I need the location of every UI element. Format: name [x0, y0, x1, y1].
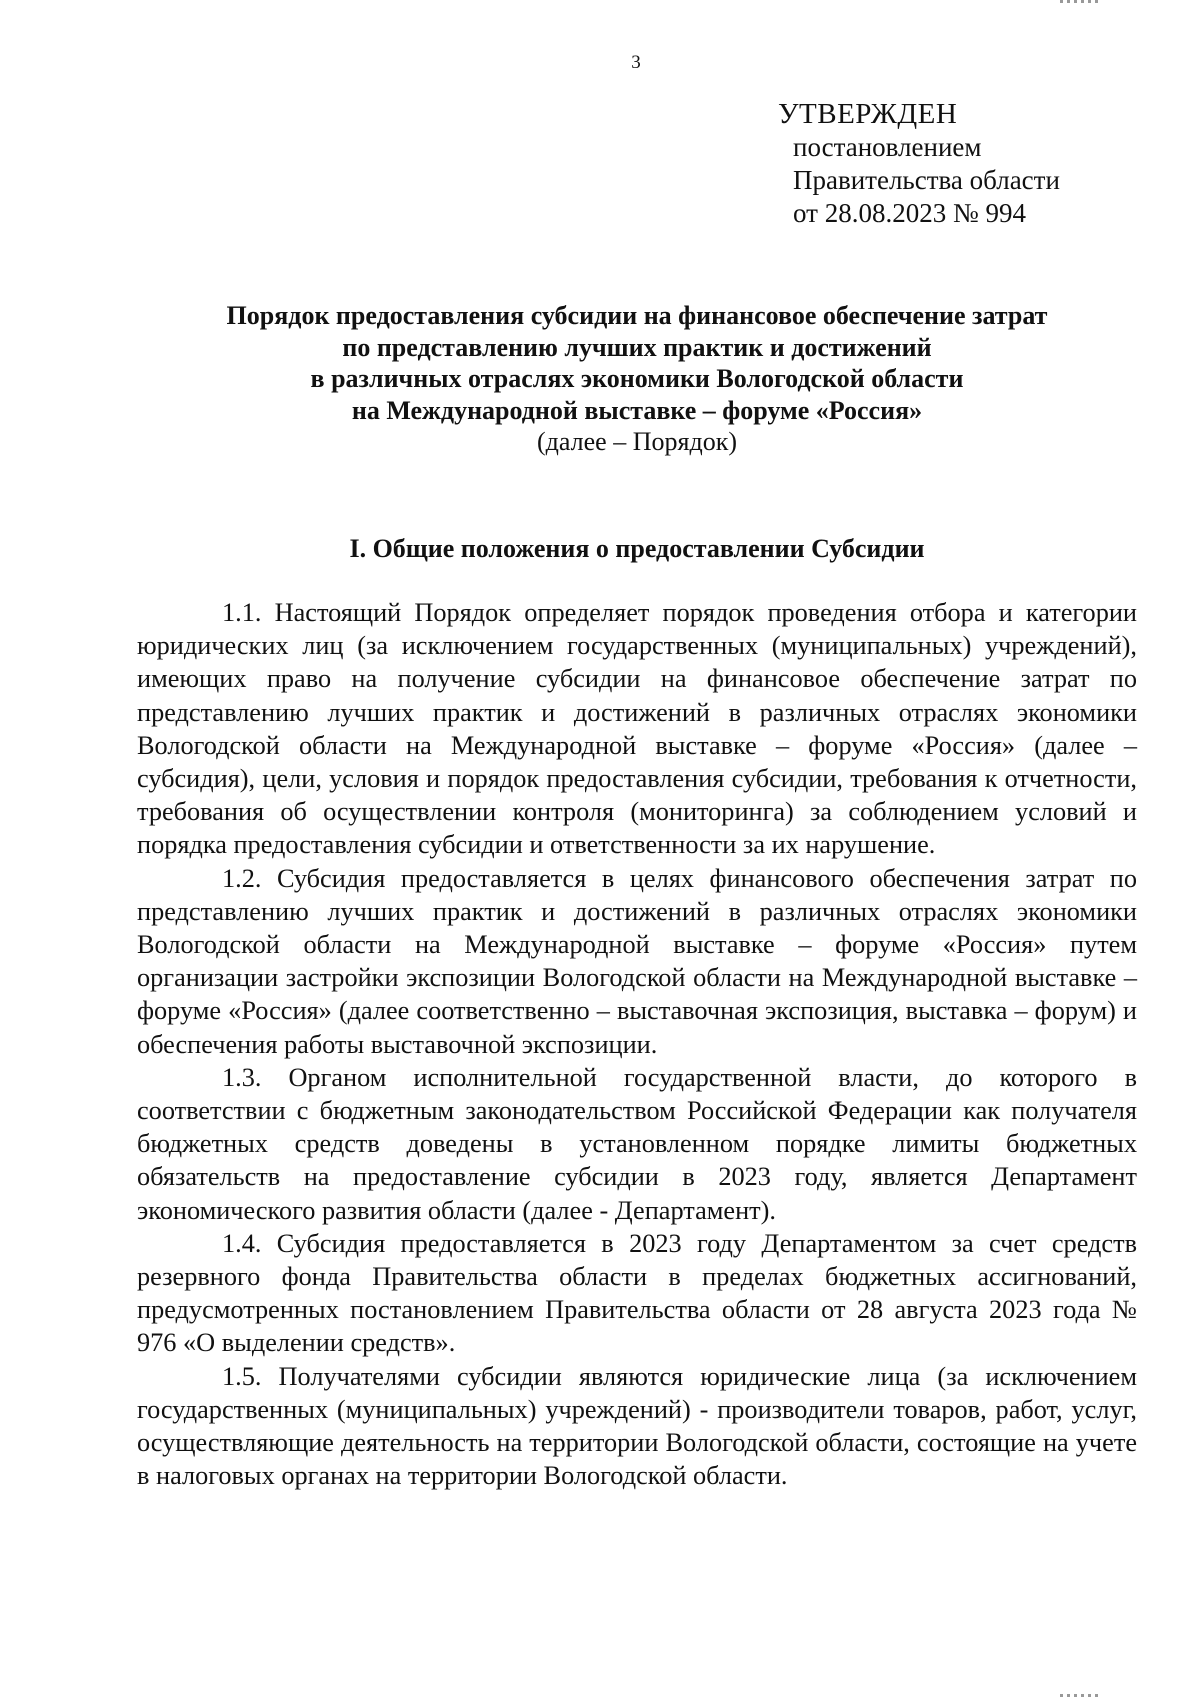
- paragraph-1-1: 1.1. Настоящий Порядок определяет порядок проведения отбора и категории юридических лиц (за исключением государственных (муниципальных) учреждений), имеющих право на получение субсидии на финансовое обеспечение затрат по представлению лучших практик и достижений в различных отраслях экономики Вологодской области на Международной выставке – форуме «Россия» (далее – субсидия), цели, условия и порядок предоставления субсидии, требования к отчетности, требования об осуществлении контроля (мониторинга) за соблюдением условий и порядка предоставления субсидии и ответственности за их нарушение.: [137, 598, 1137, 860]
- paragraph-1-2: 1.2. Субсидия предоставляется в целях финансового обеспечения затрат по представлению лучших практик и достижений в различных отраслях экономики Вологодской области на Международной выставке – форуме «Россия» путем организации застройки экспозиции Вологодской области на Международной выставке – форуме «Россия» (далее соответственно – выставочная экспозиция, выставка – форум) и обеспечения работы выставочной экспозиции.: [137, 863, 1137, 1059]
- approval-line: постановлением: [793, 132, 982, 162]
- approval-stamp: [779, 98, 1060, 230]
- document-title-line: в различных отраслях экономики Вологодской области: [310, 364, 964, 393]
- paragraph-1-4: 1.4. Субсидия предоставляется в 2023 году Департаментом за счет средств резервного фонда Правительства области в пределах бюджетных ассигнований, предусмотренных постановлением Правительства области от 28 августа 2023 года № 976 «О выделении средств».: [137, 1228, 1137, 1358]
- body-text: [137, 596, 1137, 1492]
- approval-date-number: от 28.08.2023 № 994: [793, 198, 1026, 228]
- approval-title: УТВЕРЖДЕН: [778, 98, 958, 130]
- paragraph-1-5: 1.5. Получателями субсидии являются юридические лица (за исключением государственных (муниципальных) учреждений) - производители товаров, работ, услуг, осуществляющие деятельность на территории Вологодской области, состоящие на учете в налоговых органах на территории Вологодской области.: [137, 1361, 1137, 1491]
- document-title-line: на Международной выставке – форуме «Россия»: [351, 395, 923, 425]
- document-title-line: Порядок предоставления субсидии на финансовое обеспечение затрат: [226, 301, 1048, 330]
- document-title-note: (далее – Порядок): [537, 427, 737, 456]
- paragraph-1-3: 1.3. Органом исполнительной государственной власти, до которого в соответствии с бюджетным законодательством Российской Федерации как получателя бюджетных средств доведены в установленном порядке лимиты бюджетных обязательств на предоставление субсидии в 2023 году, является Департамент экономического развития области (далее - Департамент).: [137, 1062, 1137, 1225]
- approval-line: Правительства области: [793, 165, 1060, 195]
- section-heading: I. Общие положения о предоставлении Субсидии: [349, 534, 925, 563]
- document-title-line: по представлению лучших практик и достижений: [342, 332, 932, 362]
- scan-edge-mark: [1060, 0, 1100, 3]
- page-number: 3: [631, 52, 641, 73]
- document-title: [140, 300, 1134, 458]
